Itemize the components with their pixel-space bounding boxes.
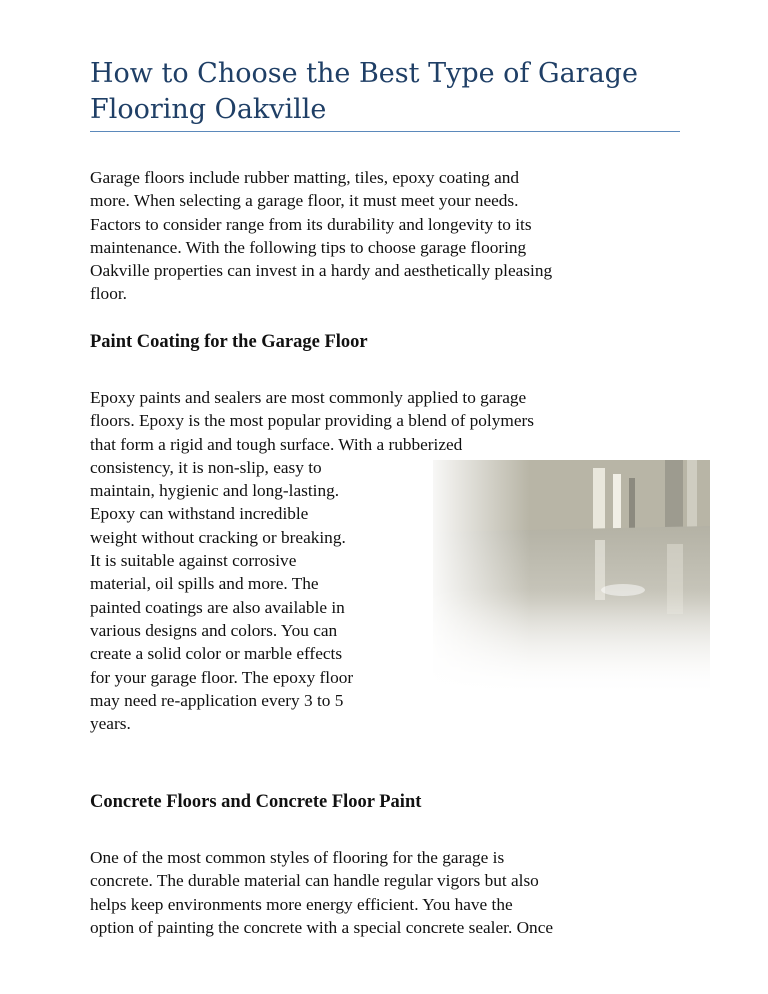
- text-line: that form a rigid and tough surface. With a rubberized: [90, 434, 463, 454]
- text-line: material, oil spills and more. The: [90, 574, 319, 594]
- text-line: option of painting the concrete with a special concrete sealer. Once: [90, 917, 554, 937]
- text-line: floor.: [90, 284, 127, 304]
- text-line: maintenance. With the following tips to choose garage flooring: [90, 237, 527, 257]
- section-heading-paint-coating: Paint Coating for the Garage Floor: [90, 332, 368, 352]
- text-line: One of the most common styles of flooring for the garage is: [90, 848, 505, 867]
- text-line: floors. Epoxy is the most popular providing a blend of polymers: [90, 411, 534, 431]
- text-line: Factors to consider range from its durability and longevity to its: [90, 214, 532, 234]
- text-line: maintain, hygienic and long-lasting.: [90, 481, 340, 501]
- page-title: [90, 56, 690, 128]
- text-line: Oakville properties can invest in a hardy and aesthetically pleasing: [90, 261, 553, 281]
- text-line: consistency, it is non-slip, easy to: [90, 457, 322, 477]
- text-line: may need re-application every 3 to 5: [90, 690, 344, 710]
- text-line: weight without cracking or breaking.: [90, 527, 346, 547]
- intro-paragraph: [90, 166, 552, 306]
- text-line: Garage floors include rubber matting, tiles, epoxy coating and: [90, 168, 520, 187]
- title-line: Flooring Oakville: [90, 94, 327, 125]
- concrete-floors-paragraph: [90, 846, 553, 939]
- text-line: concrete. The durable material can handle regular vigors but also: [90, 871, 539, 891]
- text-line: years.: [90, 714, 131, 734]
- text-line: Epoxy paints and sealers are most commonly applied to garage: [90, 388, 527, 407]
- epoxy-floor-photo: [433, 460, 710, 694]
- text-line: It is suitable against corrosive: [90, 551, 297, 571]
- title-underline: [90, 131, 680, 132]
- text-line: Epoxy can withstand incredible: [90, 504, 309, 524]
- text-line: create a solid color or marble effects: [90, 644, 343, 664]
- text-line: various designs and colors. You can: [90, 620, 338, 640]
- text-line: helps keep environments more energy efficient. You have the: [90, 894, 513, 914]
- text-line: for your garage floor. The epoxy floor: [90, 667, 354, 687]
- text-line: painted coatings are also available in: [90, 597, 345, 617]
- section-heading-concrete-floors: Concrete Floors and Concrete Floor Paint: [90, 792, 422, 812]
- title-line: How to Choose the Best Type of Garage: [90, 58, 638, 89]
- text-line: more. When selecting a garage floor, it must meet your needs.: [90, 191, 519, 211]
